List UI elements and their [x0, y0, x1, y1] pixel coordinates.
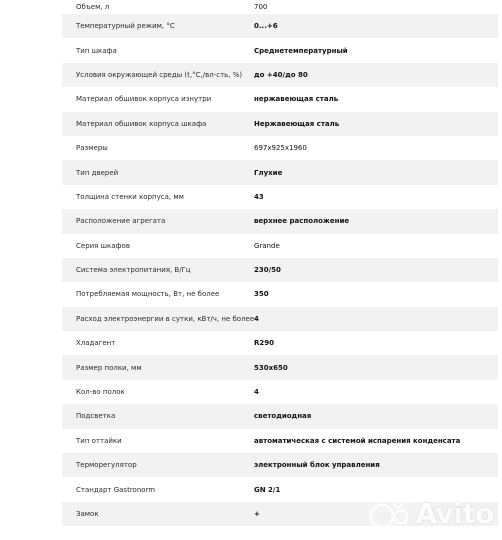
- spec-row: [62, 63, 498, 87]
- spec-key: Расположение агрегата: [76, 217, 166, 226]
- spec-value: Среднетемпературный: [254, 46, 348, 55]
- spec-value: автоматическая с системой испарения конденсата: [254, 436, 461, 445]
- spec-key: Стандарт Gastronorm: [76, 485, 156, 494]
- avito-logo-icon: [369, 496, 411, 530]
- spec-key: Материал обшивок корпуса шкафа: [76, 119, 207, 128]
- spec-value: до +40/до 80: [254, 70, 308, 79]
- spec-value: электронный блок управления: [254, 461, 380, 470]
- spec-row: [62, 185, 498, 209]
- spec-value: 350: [254, 290, 269, 299]
- spec-key: Хладагент: [76, 339, 116, 348]
- spec-key: Объем, л: [76, 3, 110, 11]
- spec-key: Размеры: [76, 144, 108, 153]
- spec-key: Кол-во полок: [76, 388, 125, 397]
- spec-value: 230/50: [254, 266, 281, 275]
- spec-key: Тип шкафа: [76, 46, 117, 55]
- spec-row: [62, 331, 498, 355]
- spec-row: [62, 38, 498, 62]
- avito-watermark: [369, 496, 494, 530]
- spec-value: 700: [254, 3, 268, 11]
- spec-row: [62, 112, 498, 136]
- specs-table: [62, 0, 498, 526]
- spec-row: [62, 453, 498, 477]
- spec-row: [62, 307, 498, 331]
- spec-key: Тип оттайки: [76, 436, 122, 445]
- spec-row: [62, 136, 498, 160]
- spec-row: [62, 0, 498, 14]
- spec-key: Тип дверей: [76, 168, 119, 177]
- spec-value: 43: [254, 192, 264, 201]
- spec-key: Материал обшивок корпуса изнутри: [76, 95, 212, 104]
- spec-value: +: [254, 510, 260, 518]
- spec-key: Замок: [76, 510, 99, 518]
- spec-row: [62, 258, 498, 282]
- spec-value: 697x925x1960: [254, 144, 307, 153]
- spec-value: R290: [254, 339, 275, 348]
- spec-value: 530x650: [254, 363, 288, 372]
- spec-key: Размер полки, мм: [76, 363, 142, 372]
- logo-dot-large: [371, 505, 393, 527]
- spec-value: нержавеющая сталь: [254, 95, 339, 104]
- spec-key: Расход электроэнергии в сутки, кВт/ч, не более: [76, 314, 254, 323]
- spec-key: Подсветка: [76, 412, 116, 421]
- logo-dot-tiny: [405, 498, 410, 503]
- spec-row: [62, 429, 498, 453]
- spec-value: верхнее расположение: [254, 217, 350, 226]
- spec-row: [62, 282, 498, 306]
- spec-row: [62, 14, 498, 38]
- spec-value: GN 2/1: [254, 485, 281, 494]
- logo-dot-medium: [395, 511, 408, 524]
- spec-value: 4: [254, 314, 259, 323]
- spec-value: Глухие: [254, 168, 283, 177]
- spec-value: 4: [254, 388, 259, 397]
- spec-key: Условия окружающей среды (t,°C,/вл-сть, %): [76, 70, 243, 79]
- spec-row: [62, 87, 498, 111]
- spec-row: [62, 404, 498, 428]
- logo-dot-small: [394, 499, 402, 507]
- spec-key: Потребляемая мощность, Вт, не более: [76, 290, 220, 299]
- spec-value: Grande: [254, 241, 280, 250]
- spec-value: 0...+6: [254, 22, 278, 31]
- watermark-text: Avito: [415, 496, 494, 530]
- spec-row: [62, 380, 498, 404]
- spec-value: Нержавеющая сталь: [254, 119, 340, 128]
- spec-key: Температурный режим, °C: [76, 22, 175, 31]
- spec-row: [62, 160, 498, 184]
- spec-key: Терморегулятор: [76, 461, 137, 470]
- spec-row: [62, 234, 498, 258]
- spec-key: Толщина стенки корпуса, мм: [76, 192, 184, 201]
- spec-key: Серия шкафов: [76, 241, 130, 250]
- spec-key: Система электропитания, В/Гц: [76, 266, 191, 275]
- spec-row: [62, 209, 498, 233]
- spec-row: [62, 355, 498, 379]
- spec-value: светодиодная: [254, 412, 312, 421]
